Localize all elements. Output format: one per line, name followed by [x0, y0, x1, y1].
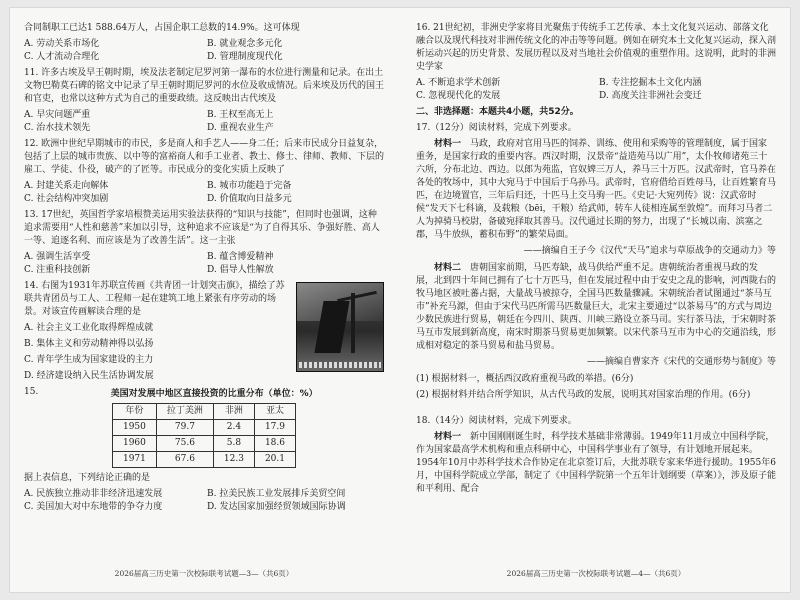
sub-question-1: (1) 根据材料一，概括西汉政府重视马政的举措。(6分)	[416, 374, 634, 384]
material-label: 材料一	[434, 139, 462, 149]
question-14-text: 14. 右图为1931年苏联宣传画《共青团一计划突击旗》，描绘了苏联共青团员与工人、工程师一起在建筑工地上紧张有序劳动的场景。对该宣传画解读合理的是	[24, 281, 285, 317]
question-11: 11. 许多古埃及早王朝时期，埃及法老制定尼罗河第一瀑布的水位进行测量和记录。在出土文物巴勒莫石碑的铭文中记录了早王朝时期尼罗河的水位及收成情况。后来埃及历代的国王和官吏，也常以这种方式为自己的重要政绩。这反映出古代埃及	[24, 68, 384, 104]
option-b: B. 专注挖掘本土文化内涵	[599, 78, 702, 88]
option-a: A. 社会主义工业化取得辉煌成就	[24, 323, 154, 333]
table-header: 亚太	[254, 404, 295, 420]
question-15	[24, 386, 384, 514]
material-text: 新中国刚刚诞生时，科学技术基础非常薄弱。1949年11月成立中国科学院，作为国家最高学术机构和重点科研中心，中国科学事业有了领导，有计划地开展起来。1954年10月中苏科学技术合作协定在北京签订后，大批苏联专家来华进行援助。1955年6月，中国科学院成立学部，制定了《中国科学院第一个五年计划纲要（草案）》，涉及原子能和平利用、配合	[416, 432, 776, 494]
q15-number: 15.	[24, 387, 39, 397]
option-d: D. 经济建设纳入民生活协调发展	[24, 371, 154, 381]
question-12: 12. 欧洲中世纪早期城市的市民，多是商人和手艺人——身二任；后来市民成分日益复杂，包括了上层的城市贵族、以中等的富裕商人和手工业者、教士、修士、律师、教师、下层的雇工、学徒、仆役，破产的了匠等。市民成分的变化实质上反映了	[24, 139, 384, 175]
option-c: C. 青年学生成为国家建设的主力	[24, 355, 154, 365]
question-18-header: 18.（14分）阅读材料，完成下列要求。	[416, 416, 577, 426]
propaganda-poster-image	[296, 282, 384, 372]
table-header-row	[112, 404, 295, 420]
option-a: A. 不断追求学术创新	[416, 78, 501, 88]
table-cell: 1960	[112, 436, 156, 452]
material-source: ——摘编自曹家齐《宋代的交通形势与制度》等	[586, 357, 776, 367]
material-text: 马政，政府对官用马匹的饲养、训练、使用和采购等的管理制度，属于国家重务，是国家行政的重要内容。西汉时期，汉景帝“益造苑马以广用”，太仆牧师诸苑三十六所，分布北边、西边。以郎为苑监，官奴婢三万人，养马三十万匹。汉武帝时，官马养在各处的牧场中，其中大宛马于中国后于乌孙马。武帝时，官府借给百姓母马，让百姓繁育马匹，在边境置官，三年后归还，十匹马上交马驹一匹。《史记·大宛列传》说：汉武帝时候“发天下七科谪，及载粮（bēi，干粮）给武师，转车人徒相连属至敦煌”。而拜习马者二人为掉骑马校尉，备破宛择取其善马。汉代通过长期的努力，出现了“长城以南、滨塞之郡，马牛放纵，蓄积布野”的繁荣局面。	[416, 139, 776, 240]
option-c: C. 人才流动合理化	[24, 52, 100, 62]
q15-options	[24, 488, 384, 514]
table-cell: 1950	[112, 420, 156, 436]
table-cell: 20.1	[254, 452, 295, 468]
question-14	[24, 280, 384, 386]
option-d: D. 管理制度现代化	[207, 52, 283, 62]
question-16: 16. 21世纪初，非洲史学家将目光聚焦于传统手工艺传承、本土文化复兴运动、部落文化融合以及现代科技对非洲传统文化的冲击等等问题。例如在研究本土文化复兴运动，探入剖析运动兴起的历史背景、发展历程以及对当地社会价值观的重塑作用。这说明，此时的非洲史学家	[416, 23, 776, 72]
q10-options	[24, 38, 384, 64]
page-footer: 2026届高三历史第一次校际联考试题—4—（共6页）	[506, 569, 686, 578]
option-d: D. 高度关注非洲社会变迁	[599, 91, 702, 101]
option-a: A. 封建关系走向解体	[24, 181, 109, 191]
option-a: A. 早灾问题严重	[24, 110, 91, 120]
option-c: C. 社会结构冲突加剧	[24, 194, 109, 204]
table-cell: 17.9	[254, 420, 295, 436]
sub-question-2: (2) 根据材料并结合所学知识，从古代马政的发展，说明其对国家治理的作用。(6分)	[416, 390, 751, 400]
exam-sheet	[10, 8, 790, 592]
table-row	[112, 436, 295, 452]
option-b: B. 蕴含博爱精神	[207, 252, 274, 262]
table-row	[112, 420, 295, 436]
material-1	[416, 138, 776, 242]
material-text: 唐朝国家前期，马匹寿缺，战马供给严重不足。唐朝统治者重视马政的发展，北到四十年间已拥有了七十万匹马，但在发展过程中由于安史之乱的影响，河西陇右的牧马地区被吐蕃占据，大量战马被掠夺，全国马匹数量骤减。宋朝统治者试图通过“茶马互市”补充马源，但由于宋代马匹所需马匹数量巨大，北宋主要通过“以茶易马”的方式与周边少数民族进行贸易，朝廷在今四川、陕西、川峡三路设立茶马司。实行茶马法，于宋朝时茶马互市发展到新高度，南宋时期茶马贸易更加频繁。以宋代茶马互市为中心的交通沿线，形成相对稳定的茶马贸易和盐马贸易。	[416, 263, 776, 351]
material-1	[416, 431, 776, 496]
section-title: 二、非选择题：本题共4小题，共52分。	[416, 107, 579, 117]
question-15-text: 据上表信息，下列结论正确的是	[24, 473, 151, 483]
q12-options	[24, 180, 384, 206]
table-cell: 18.6	[254, 436, 295, 452]
table-cell: 1971	[112, 452, 156, 468]
table-row	[112, 452, 295, 468]
intro-text: 合同制职工已达1 588.64万人，占国企职工总数的14.9%。这可体现	[24, 23, 300, 33]
material-source: ——摘编自王子今《汉代“天马”追求与草原战争的交通动力》等	[523, 246, 776, 256]
q13-options	[24, 251, 384, 277]
investment-table	[112, 403, 296, 468]
option-c: C. 注重科技创新	[24, 265, 91, 275]
option-a: A. 民族独立推动非非经济迅速发展	[24, 489, 163, 499]
option-c: C. 忽视现代化的发展	[416, 91, 501, 101]
table-cell: 79.7	[156, 420, 213, 436]
option-d: D. 重视农业生产	[207, 123, 274, 133]
option-b: B. 城市功能趋于完备	[207, 181, 292, 191]
table-cell: 12.3	[213, 452, 254, 468]
option-b: B. 集体主义和劳动精神得以弘扬	[24, 339, 154, 349]
question-13: 13. 17世纪，英国哲学家培根赞美运用实验法获得的“知识与技能”，但同时也强调，这种追求需要用“人性和慈善”来加以引导，这种追求不应该是“为了自得其乐、争强好胜、高人一等、追逐名利、而应该是为了改善生活”。这一主张	[24, 210, 380, 246]
material-label: 材料二	[434, 263, 462, 273]
right-page	[416, 22, 776, 582]
option-c: C. 美国加大对中东地带的争夺力度	[24, 502, 163, 512]
table-cell: 2.4	[213, 420, 254, 436]
option-a: A. 劳动关系市场化	[24, 39, 100, 49]
option-d: D. 倡导人性解放	[207, 265, 274, 275]
question-17-header: 17.（12分）阅读材料，完成下列要求。	[416, 123, 577, 133]
page-footer: 2026届高三历史第一次校际联考试题—3—（共6页）	[114, 569, 294, 578]
q11-options	[24, 109, 384, 135]
option-b: B. 就业观念多元化	[207, 39, 283, 49]
table-header: 年份	[112, 404, 156, 420]
table-header: 拉丁美洲	[156, 404, 213, 420]
option-a: A. 强调生活享受	[24, 252, 91, 262]
table-caption: 美国对发展中地区直接投资的比重分布（单位：%）	[110, 389, 318, 399]
table-cell: 67.6	[156, 452, 213, 468]
table-cell: 75.6	[156, 436, 213, 452]
table-cell: 5.8	[213, 436, 254, 452]
table-header: 非洲	[213, 404, 254, 420]
option-c: C. 治水技术领先	[24, 123, 91, 133]
option-d: D. 价值取向日益多元	[207, 194, 292, 204]
q16-options	[416, 77, 776, 103]
option-b: B. 拉美民族工业发展排斥美贸空间	[207, 489, 346, 499]
option-b: B. 王权至高无上	[207, 110, 274, 120]
option-d: D. 发达国家加强经贸领域国际协调	[207, 502, 346, 512]
left-page	[24, 22, 384, 582]
material-2	[416, 262, 776, 353]
material-label: 材料一	[434, 432, 462, 442]
